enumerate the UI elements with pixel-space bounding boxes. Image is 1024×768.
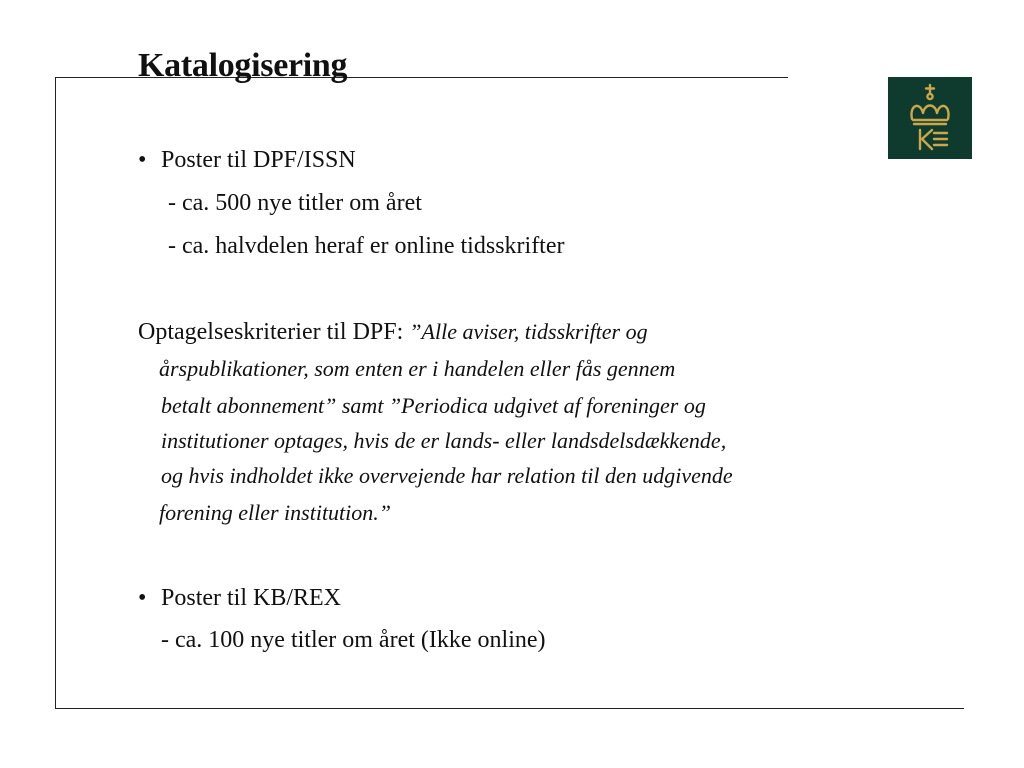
frame-left-line: [55, 77, 56, 709]
bullet-item-kb-rex: [138, 583, 341, 613]
criteria-quote-line: årspublikationer, som enten er i handelen eller fås gennem: [159, 356, 676, 381]
bullet-heading-kb-rex: Poster til KB/REX: [161, 585, 342, 611]
bullet-item-dpf: [138, 145, 356, 175]
royal-library-logo: [888, 77, 972, 159]
crown-kb-logo-icon: [907, 83, 953, 153]
criteria-first-line: [138, 317, 648, 347]
bullet-heading-dpf: Poster til DPF/ISSN: [161, 147, 356, 173]
bullet-icon: •: [138, 147, 147, 173]
criteria-label: Optagelseskriterier til DPF:: [138, 319, 410, 345]
criteria-quote-line: institutioner optages, hvis de er lands- eller landsdelsdækkende,: [161, 428, 727, 453]
sub-item-online-half: - ca. halvdelen heraf er online tidsskrifter: [168, 233, 565, 259]
criteria-quote-line: betalt abonnement” samt ”Periodica udgivet af foreninger og: [161, 393, 706, 418]
sub-item-100-titles: - ca. 100 nye titler om året (Ikke online): [161, 627, 546, 653]
criteria-quote-line: forening eller institution.”: [159, 500, 392, 525]
criteria-quote-start: ”Alle aviser, tidsskrifter og: [409, 319, 648, 344]
sub-item-500-titles: - ca. 500 nye titler om året: [168, 190, 422, 216]
bullet-icon: •: [138, 585, 147, 611]
frame-bottom-line: [55, 708, 964, 709]
slide-title: Katalogisering: [138, 47, 348, 84]
criteria-quote-line: og hvis indholdet ikke overvejende har relation til den udgivende: [161, 463, 733, 488]
